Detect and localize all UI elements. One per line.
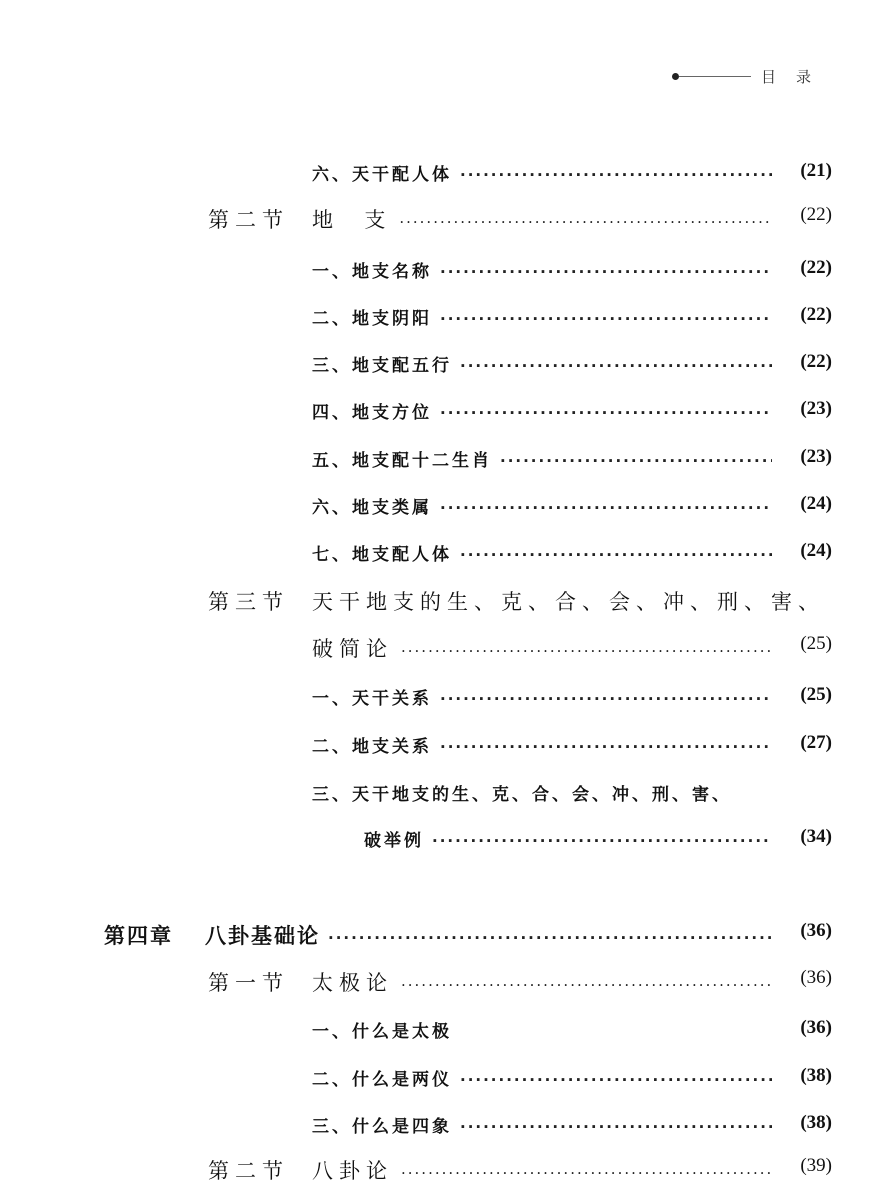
toc-entry-title: 七、地支配人体 — [312, 545, 452, 565]
toc-entry[interactable] — [312, 1112, 832, 1137]
toc-entry-page: (23) — [800, 398, 832, 419]
toc-entry-title: 三、什么是四象 — [312, 1117, 452, 1137]
leader-dots — [440, 263, 772, 281]
toc-section-title: 太极论 — [312, 971, 393, 995]
toc-entry[interactable] — [312, 540, 832, 565]
toc-entry-title: 二、地支阴阳 — [312, 309, 432, 329]
toc-entry-title: 一、什么是太极 — [312, 1022, 452, 1042]
leader-dots — [460, 166, 772, 184]
toc-entry-page: (22) — [800, 351, 832, 372]
toc-entry[interactable] — [312, 493, 832, 518]
toc-entry-page: (38) — [800, 1112, 832, 1133]
leader-dots — [440, 499, 772, 517]
section-label: 第三节 — [208, 590, 289, 614]
toc-entry[interactable] — [312, 304, 832, 329]
toc-entry[interactable] — [312, 446, 832, 471]
toc-section-entry[interactable] — [312, 967, 832, 997]
leader-dots — [401, 1164, 772, 1182]
toc-entry-page: (25) — [800, 633, 832, 654]
toc-entry-page: (22) — [800, 257, 832, 278]
toc-entry-title: 五、地支配十二生肖 — [312, 451, 492, 471]
toc-entry-page: (34) — [800, 826, 832, 847]
toc-entry-title: 二、什么是两仪 — [312, 1070, 452, 1090]
toc-entry[interactable] — [312, 684, 832, 709]
toc-entry-page: (21) — [800, 160, 832, 181]
toc-entry-title: 一、天干关系 — [312, 689, 432, 709]
toc-entry-title: 六、地支类属 — [312, 498, 432, 518]
toc-entry-page: (23) — [800, 446, 832, 467]
toc-entry[interactable] — [312, 160, 832, 185]
toc-entry-page: (36) — [800, 920, 832, 941]
toc-entry[interactable] — [312, 398, 832, 423]
toc-entry-page: (38) — [800, 1065, 832, 1086]
toc-entry-title-line2: 破举例 — [364, 831, 424, 851]
toc-entry[interactable] — [312, 732, 832, 757]
toc-entry-title: 三、地支配五行 — [312, 356, 452, 376]
leader-dots — [460, 1118, 772, 1136]
leader-dots — [432, 832, 772, 850]
leader-dots — [440, 310, 772, 328]
chapter-label: 第四章 — [104, 924, 173, 948]
section-label: 第二节 — [208, 208, 289, 232]
leader-dots — [401, 976, 772, 994]
toc-entry-title: 二、地支关系 — [312, 737, 432, 757]
toc-section-entry[interactable] — [312, 633, 832, 663]
toc-section-title-line2: 破简论 — [312, 637, 393, 661]
toc-entry[interactable] — [312, 351, 832, 376]
toc-entry[interactable] — [312, 257, 832, 282]
toc-entry-page: (36) — [800, 967, 832, 988]
toc-section-title-line1[interactable]: 天干地支的生、克、合、会、冲、刑、害、 — [312, 590, 825, 614]
leader-dots — [328, 929, 772, 947]
toc-section-title: 八卦论 — [312, 1159, 393, 1183]
leader-dots — [399, 213, 772, 231]
toc-entry-page: (24) — [800, 493, 832, 514]
toc-entry-page: (24) — [800, 540, 832, 561]
running-head-label: 目录 — [760, 68, 831, 86]
leader-dots — [500, 452, 772, 470]
leader-dots — [440, 404, 772, 422]
leader-dots — [460, 1071, 772, 1089]
section-label: 第一节 — [208, 971, 289, 995]
leader-dots — [460, 546, 772, 564]
toc-entry-page: (27) — [800, 732, 832, 753]
toc-entry[interactable] — [312, 1065, 832, 1090]
leader-dots — [460, 357, 772, 375]
section-label: 第二节 — [208, 1159, 289, 1183]
toc-section-entry[interactable] — [312, 1155, 832, 1185]
toc-chapter-title: 八卦基础论 — [205, 924, 320, 948]
leader-dots — [401, 642, 772, 660]
toc-section-title: 地 支 — [312, 208, 392, 232]
toc-entry-title: 四、地支方位 — [312, 403, 432, 423]
leader-dots — [440, 738, 772, 756]
toc-entry-title: 六、天干配人体 — [312, 165, 452, 185]
toc-entry-page: (25) — [800, 684, 832, 705]
toc-entry-page: (39) — [800, 1155, 832, 1176]
toc-chapter-entry[interactable] — [205, 920, 832, 950]
toc-section-entry[interactable] — [312, 204, 832, 234]
toc-entry-page: (36) — [800, 1017, 832, 1038]
leader-dots — [440, 690, 772, 708]
toc-entry-title-line1[interactable]: 三、天干地支的生、克、合、会、冲、刑、害、 — [312, 785, 732, 805]
toc-entry-page: (22) — [800, 204, 832, 225]
toc-entry-title: 一、地支名称 — [312, 262, 432, 282]
toc-entry[interactable] — [312, 1017, 832, 1042]
toc-entry-page: (22) — [800, 304, 832, 325]
toc-entry[interactable] — [364, 826, 832, 851]
